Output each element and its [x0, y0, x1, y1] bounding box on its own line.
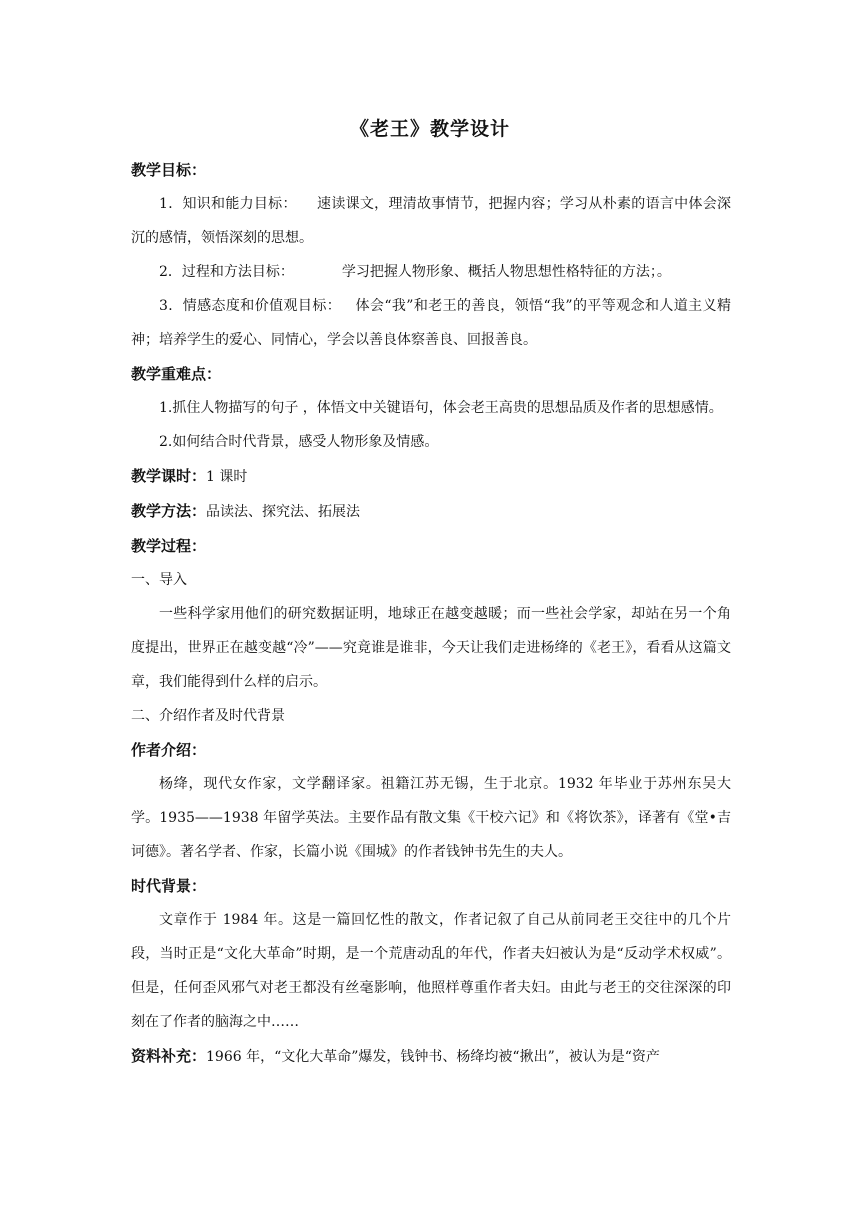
supplement-label: 资料补充： — [131, 1047, 207, 1065]
background-paragraph: 文章作于 1984 年。这是一篇回忆性的散文，作者记叙了自己从前同老王交往中的几个片段，当时正是“文化大革命”时期，是一个荒唐动乱的年代，作者夫妇被认为是“反动学术权威”。但是，任何歪风邪气对老王都没有丝毫影响，他照样尊重作者夫妇。由此与老王的交往深深的印刻在了作者的脑海之中…… — [131, 912, 731, 1030]
objective-label: 1．知识和能力目标： — [159, 196, 297, 212]
methods-label: 教学方法： — [131, 502, 207, 520]
class-hours-value: 1 课时 — [206, 469, 248, 485]
section-title-author: 二、介绍作者及时代背景 — [131, 708, 285, 724]
objective-item — [131, 187, 731, 255]
objectives-heading: 教学目标： — [131, 161, 207, 179]
class-hours-label: 教学课时： — [131, 467, 207, 485]
objective-text: 学习把握人物形象、概括人物思想性格特征的方法；。 — [341, 264, 671, 280]
objective-item — [131, 289, 731, 357]
key-points-heading: 教学重难点： — [131, 365, 222, 383]
author-heading: 作者介绍： — [131, 741, 207, 759]
section-title-intro: 一、导入 — [131, 572, 187, 588]
document-body — [131, 153, 731, 1074]
author-paragraph: 杨绛，现代女作家，文学翻译家。祖籍江苏无锡，生于北京。1932 年毕业于苏州东吴大学。1935——1938 年留学英法。主要作品有散文集《干校六记》和《将饮茶》，译著有《堂•吉诃德》。著名学者、作家，长篇小说《围城》的作者钱钟书先生的夫人。 — [131, 776, 731, 860]
supplement-line — [131, 1039, 731, 1074]
objective-label: 3．情感态度和价值观目标： — [159, 298, 342, 314]
class-hours-line — [131, 459, 731, 494]
key-point-item: 2.如何结合时代背景，感受人物形象及情感。 — [159, 434, 439, 450]
intro-paragraph: 一些科学家用他们的研究数据证明，地球正在越变越暖；而一些社会学家，却站在另一个角度提出，世界正在越变越“冷”——究竟谁是谁非，今天让我们走进杨绛的《老王》，看看从这篇文章，我们能得到什么样的启示。 — [131, 606, 731, 690]
methods-value: 品读法、探究法、拓展法 — [206, 504, 361, 520]
key-point-item: 1.抓住人物描写的句子 ，体悟文中关键语句，体会老王高贵的思想品质及作者的思想感情。 — [159, 400, 723, 416]
objective-item — [131, 255, 731, 289]
supplement-text: 1966 年，“文化大革命”爆发，钱钟书、杨绛均被“揪出”，被认为是“资产 — [206, 1049, 660, 1065]
process-heading: 教学过程： — [131, 537, 207, 555]
objective-label: 2．过程和方法目标： — [159, 264, 294, 280]
page-title: 《老王》教学设计 — [349, 118, 510, 140]
methods-line — [131, 494, 731, 529]
objective-text: 体会“我”和老王的善良，领悟“我”的平等观念和人道主义精神；培养学生的爱心、同情心，学会以善良体察善良、回报善良。 — [131, 298, 731, 348]
objective-text: 速读课文，理清故事情节，把握内容；学习从朴素的语言中体会深沉的感情，领悟深刻的思想。 — [131, 196, 731, 246]
background-heading: 时代背景： — [131, 877, 207, 895]
